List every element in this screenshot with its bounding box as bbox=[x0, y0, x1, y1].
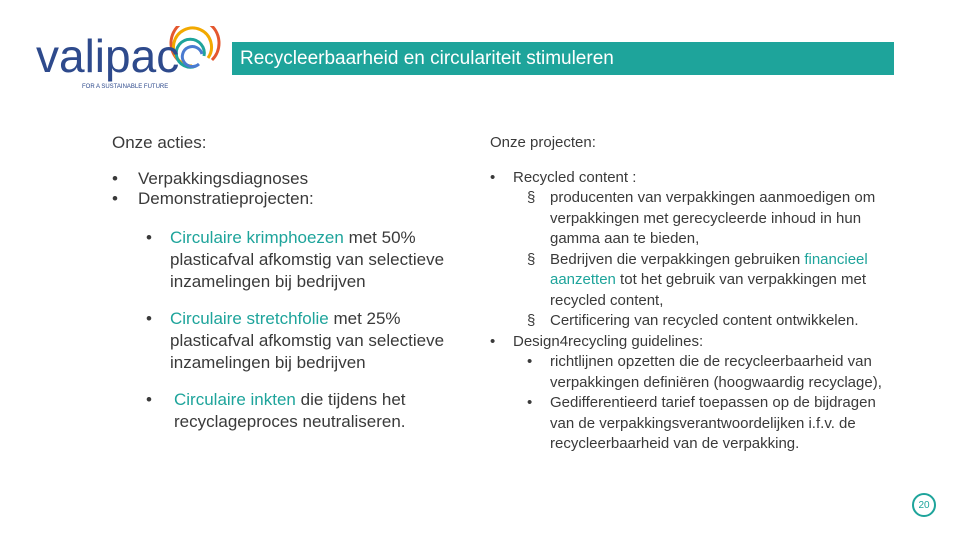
list-item bbox=[527, 250, 890, 312]
project-detail: Certificering van recycled content ontwikkelen. bbox=[550, 312, 859, 329]
action-label: Demonstratieprojecten: bbox=[138, 189, 314, 208]
action-label: Verpakkingsdiagnoses bbox=[138, 169, 309, 188]
list-item bbox=[527, 188, 890, 250]
bullet: • bbox=[146, 390, 152, 409]
highlight-text: Circulaire inkten bbox=[174, 390, 296, 409]
projects-column bbox=[490, 133, 890, 455]
project-detail: producenten van verpakkingen aanmoedigen om verpakkingen met gerecycleerde inhoud in hun gamma aan te bieden, bbox=[550, 189, 876, 247]
valipac-logo bbox=[36, 26, 221, 92]
logo-wordmark: valipac bbox=[36, 30, 180, 82]
list-item bbox=[112, 189, 472, 209]
square-bullet: § bbox=[527, 189, 536, 206]
bullet: • bbox=[146, 309, 152, 328]
bullet: • bbox=[527, 353, 533, 370]
bullet: • bbox=[112, 169, 118, 188]
list-item bbox=[112, 169, 472, 189]
square-bullet: § bbox=[527, 312, 536, 329]
list-item bbox=[146, 389, 472, 433]
bullet: • bbox=[490, 168, 496, 186]
bullet: • bbox=[146, 228, 152, 247]
bullet: • bbox=[112, 189, 118, 208]
project-detail: Gedifferentieerd tarief toepassen op de bijdragen van de verpakkingsverantwoordelijken i.f.v. de recycleerbaarheid van de verpakking. bbox=[550, 394, 876, 452]
page-number: 20 bbox=[912, 493, 936, 517]
highlight-text: Circulaire stretchfolie bbox=[170, 309, 329, 328]
slide-title: Recycleerbaarheid en circulariteit stimuleren bbox=[232, 42, 894, 75]
list-item bbox=[527, 311, 890, 332]
list-item bbox=[527, 393, 890, 455]
logo-tagline: FOR A SUSTAINABLE FUTURE bbox=[82, 84, 169, 90]
highlight-text: Circulaire krimphoezen bbox=[170, 228, 344, 247]
actions-heading: Onze acties: bbox=[112, 133, 207, 152]
actions-column bbox=[112, 133, 472, 448]
list-item bbox=[490, 168, 890, 189]
demo-project-text: Circulaire krimphoezen met 50% plasticafval afkomstig van selectieve inzamelingen bij bedrijven bbox=[170, 228, 445, 291]
list-item bbox=[527, 352, 890, 393]
project-detail: Bedrijven die verpakkingen gebruiken financieel aanzetten tot het gebruik van verpakkingen met recycled content, bbox=[550, 250, 868, 309]
list-item bbox=[490, 332, 890, 353]
list-item bbox=[146, 227, 472, 293]
list-item bbox=[146, 308, 472, 374]
demo-project-text: Circulaire inkten die tijdens het recyclageproces neutraliseren. bbox=[174, 390, 406, 431]
demo-project-text: Circulaire stretchfolie met 25% plasticafval afkomstig van selectieve inzamelingen bij bedrijven bbox=[170, 309, 445, 372]
projects-heading: Onze projecten: bbox=[490, 134, 596, 151]
highlight-text: financieel aanzetten bbox=[550, 250, 868, 288]
project-label: Recycled content : bbox=[513, 168, 637, 186]
bullet: • bbox=[527, 394, 533, 411]
project-detail: richtlijnen opzetten die de recycleerbaarheid van verpakkingen definiëren (hoogwaardig recyclage), bbox=[550, 353, 882, 391]
actions-list bbox=[112, 169, 472, 209]
demo-projects-list bbox=[146, 227, 472, 433]
square-bullet: § bbox=[527, 250, 536, 268]
project-label: Design4recycling guidelines: bbox=[513, 332, 704, 350]
bullet: • bbox=[490, 332, 496, 350]
